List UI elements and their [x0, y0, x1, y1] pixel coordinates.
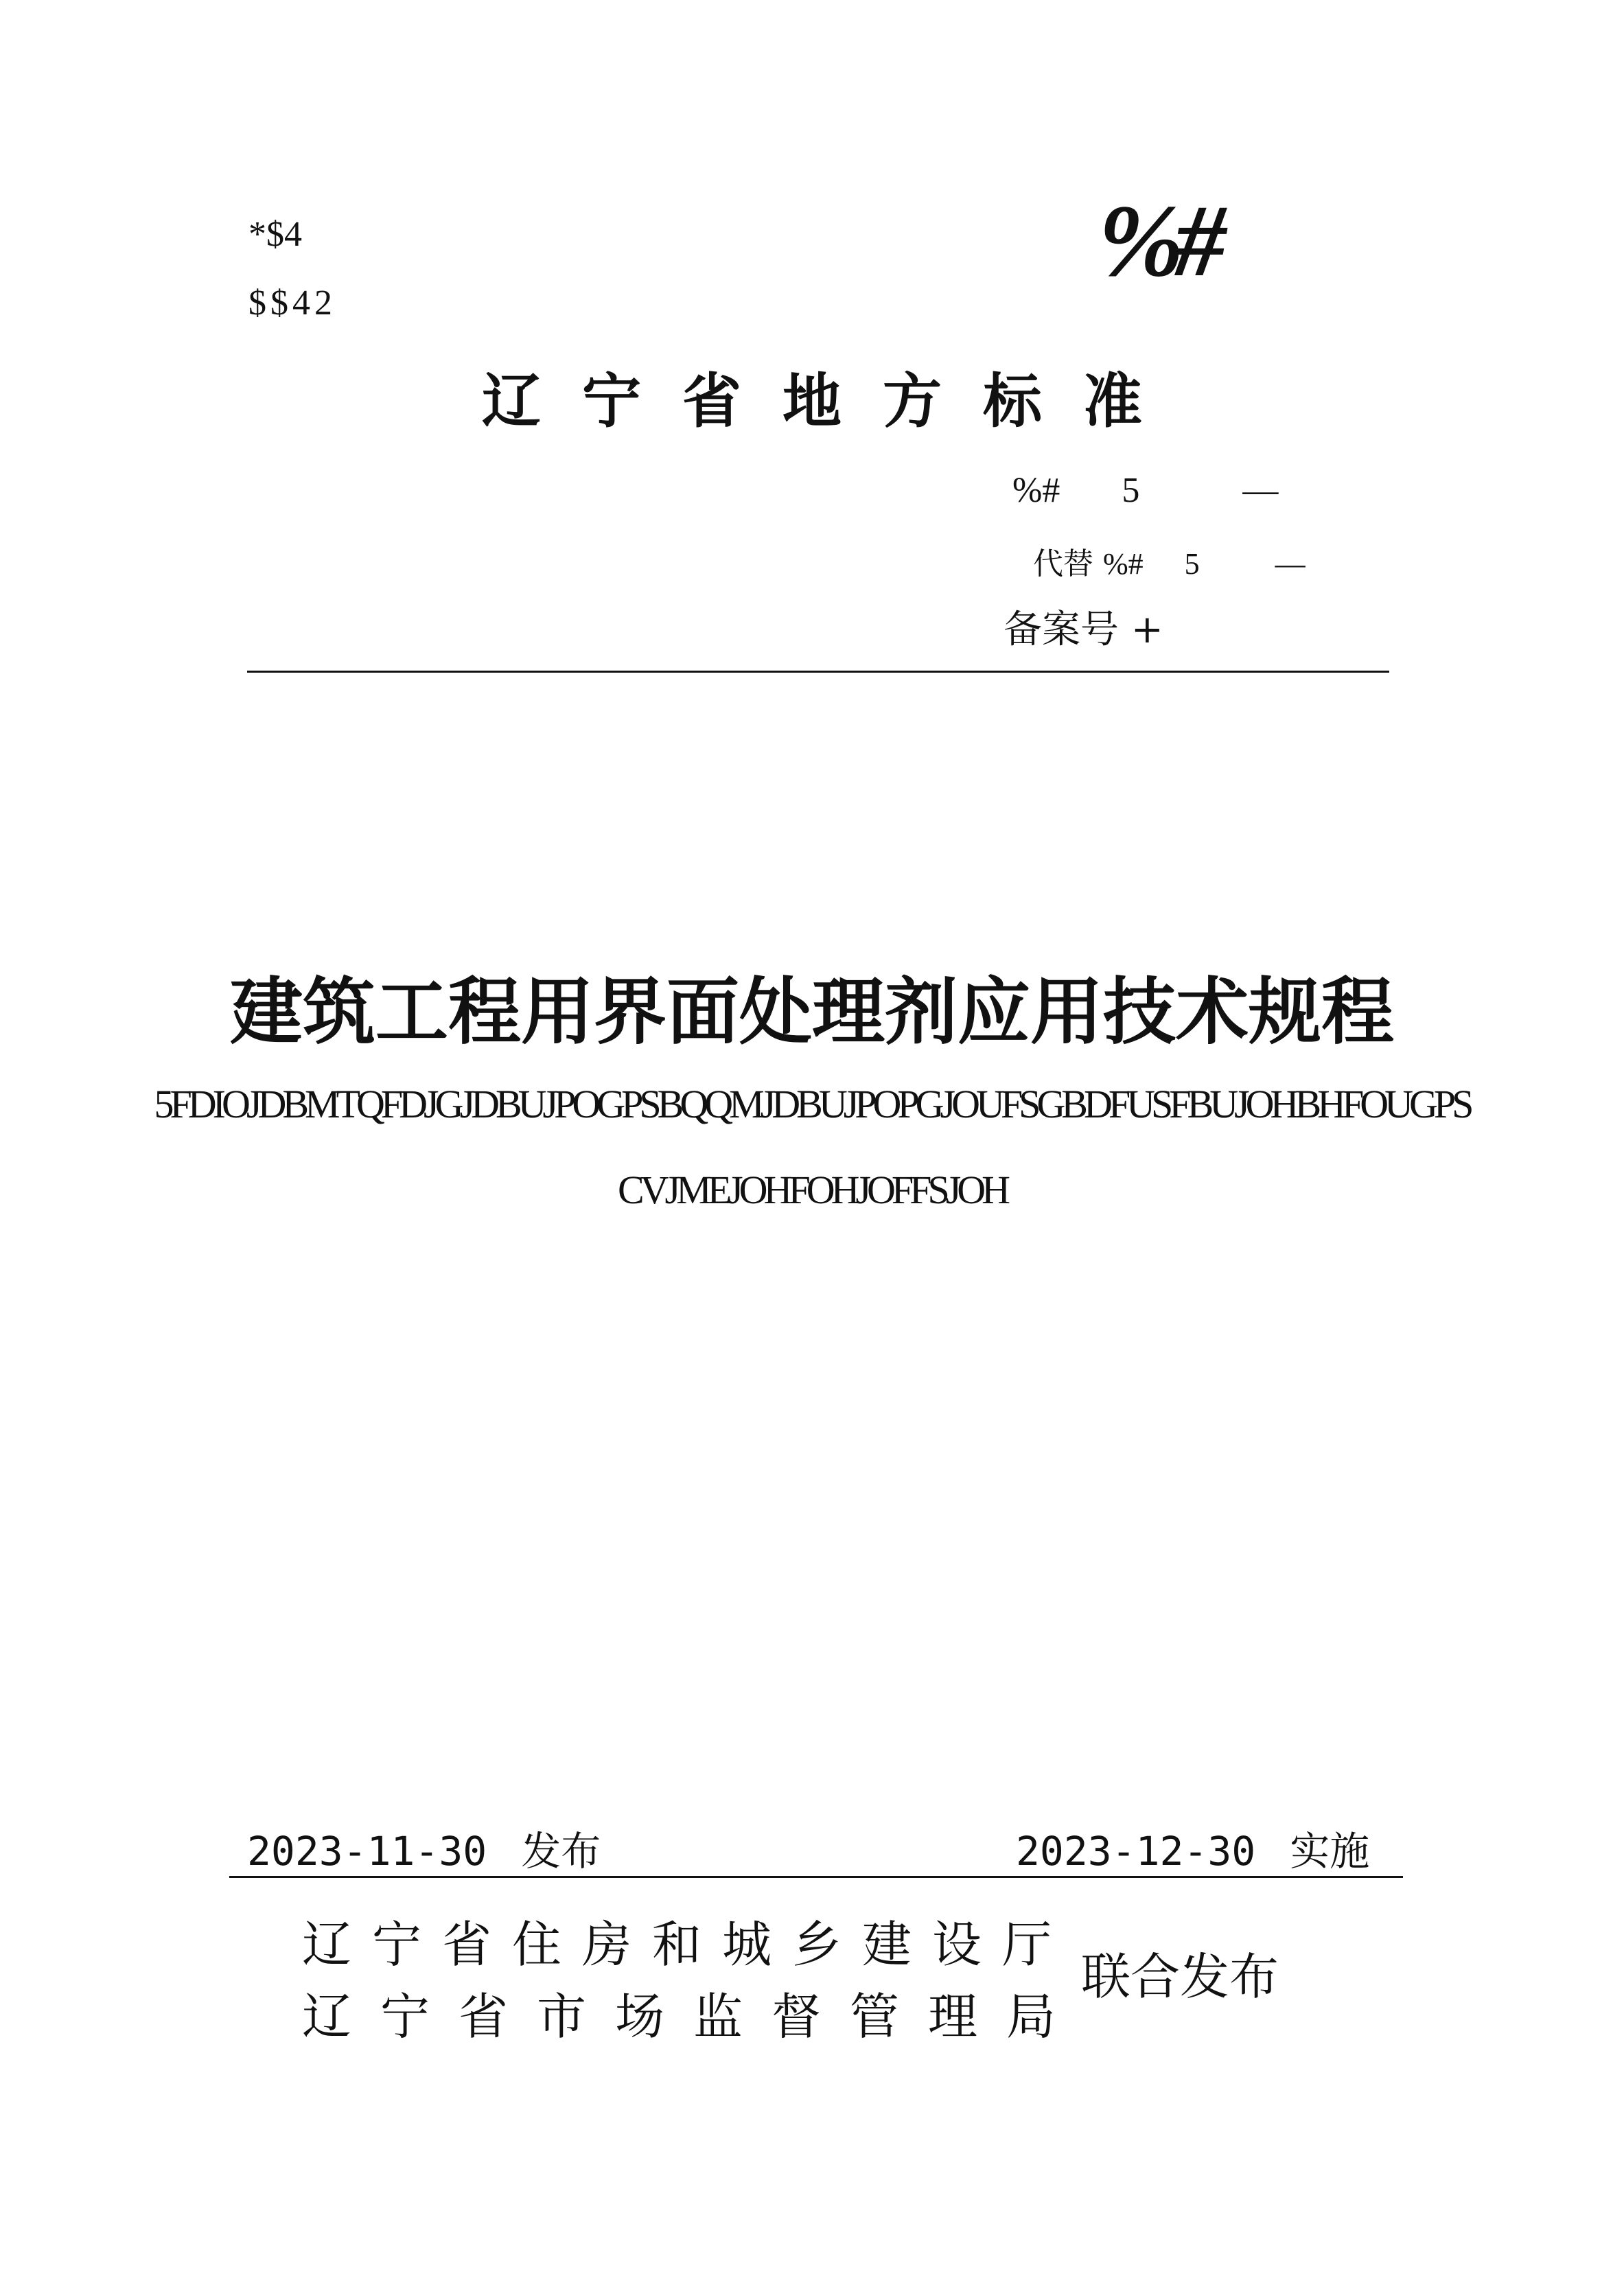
english-title-line-1: 5FDIOJDBMTQFDJGJDBUJPOGPSBQQMJDBUJPOPGJOUFSGBDFUSFBUJOHBHFOUGPS [154, 1082, 1470, 1126]
standard-number [1012, 470, 1278, 511]
record-label: 备案号 [1004, 607, 1119, 652]
replaces-dash: — [1275, 547, 1306, 581]
document-title: 建筑工程用界面处理剂应用技术规程 [230, 970, 1394, 1054]
standard-number-prefix: %# [1012, 471, 1060, 510]
standard-number-dash: — [1242, 471, 1279, 510]
record-number [1004, 599, 1163, 654]
standard-logo: %# [1098, 184, 1216, 298]
record-value: + [1130, 607, 1163, 652]
publish-date-value: 2023-11-30 [247, 1828, 487, 1875]
implement-date [1016, 1819, 1369, 1877]
footer-divider [229, 1876, 1403, 1878]
issuer-housing-department: 辽宁省住房和城乡建设厅 [302, 1916, 1073, 1973]
implement-date-value: 2023-12-30 [1016, 1828, 1256, 1875]
standard-number-value: 5 [1122, 471, 1140, 510]
publish-label: 发布 [521, 1828, 601, 1875]
english-title-line-2: CVJMEJOHFOHJOFFSJOH [617, 1168, 1007, 1212]
replaces-label: 代替 [1033, 546, 1093, 581]
publish-date [247, 1819, 601, 1877]
ccs-code: $$42 [248, 283, 336, 323]
replaces-standard [1033, 539, 1306, 583]
issuer-market-regulation: 辽宁省市场监督管理局 [302, 1988, 1085, 2045]
standard-type-heading: 辽宁省地方标准 [482, 367, 1183, 436]
replaces-number: 5 [1184, 547, 1200, 581]
implement-label: 实施 [1290, 1828, 1370, 1875]
replaces-prefix: %# [1103, 547, 1144, 581]
ics-code: *$4 [248, 215, 302, 254]
header-divider [247, 671, 1389, 673]
joint-release-label: 联合发布 [1081, 1948, 1279, 2006]
